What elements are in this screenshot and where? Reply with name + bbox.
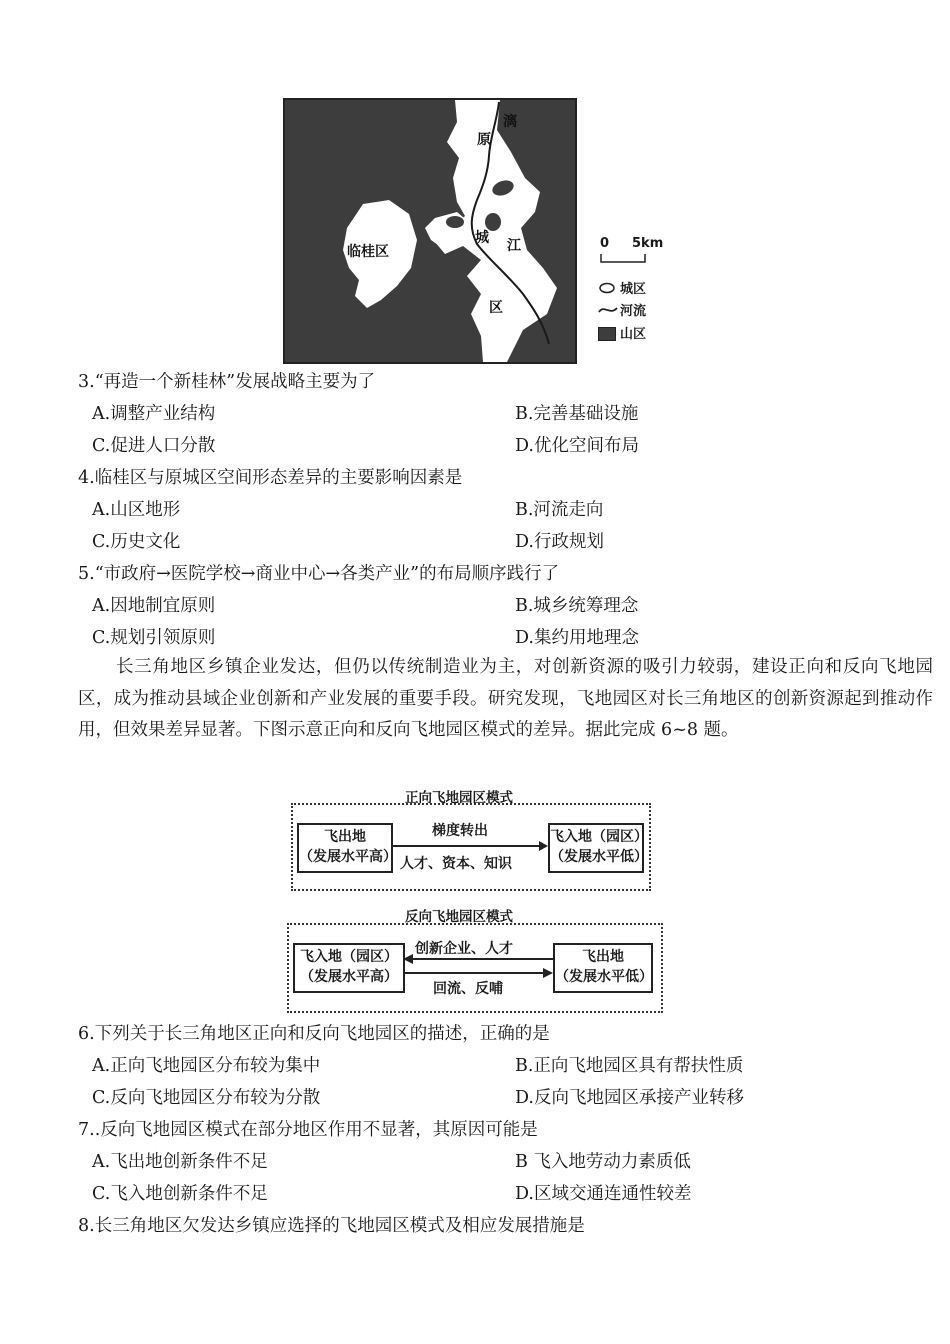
q4-option-d: D.行政规划 [515, 532, 604, 552]
mountain-spot [446, 216, 464, 228]
q6-stem: 6.下列关于长三角地区正向和反向飞地园区的描述，正确的是 [78, 1024, 550, 1044]
scale-km: 5km [632, 236, 664, 251]
map-drawing [285, 100, 575, 362]
q7-option-c: C.飞入地创新条件不足 [92, 1184, 268, 1204]
city-legend-icon [598, 282, 616, 294]
reverse-diagram-title: 反向飞地园区模式 [405, 909, 513, 925]
q5-option-a: A.因地制宜原则 [92, 596, 216, 616]
reverse-origin-node [553, 943, 653, 993]
q7-option-a: A.飞出地创新条件不足 [92, 1152, 268, 1172]
q5-option-b: B.城乡统筹理念 [515, 596, 639, 616]
legend-mountain-label: 山区 [620, 327, 647, 342]
reverse-origin-line2: （发展水平低） [555, 969, 653, 985]
q4-option-b: B.河流走向 [515, 500, 604, 520]
forward-destination-line2: （发展水平低） [550, 849, 648, 865]
map-label-jiang: 江 [507, 238, 521, 254]
q7-stem: 7..反向飞地园区模式在部分地区作用不显著，其原因可能是 [78, 1120, 538, 1140]
forward-origin-line1: 飞出地 [324, 829, 366, 845]
scale-zero: 0 [600, 236, 610, 251]
scale-bar [600, 254, 650, 264]
forward-destination-line1: 飞入地（园区） [550, 829, 648, 845]
q5-option-c: C.规划引领原则 [92, 628, 216, 648]
map-legend [590, 232, 700, 352]
forward-diagram-title: 正向飞地园区模式 [405, 790, 513, 806]
q6-option-b: B.正向飞地园区具有帮扶性质 [515, 1056, 744, 1076]
map-label-yuan: 原 [477, 132, 491, 148]
map-label-qu: 区 [489, 300, 503, 316]
forward-origin-line2: （发展水平高） [299, 849, 397, 865]
q7-option-d: D.区域交通连通性较差 [515, 1184, 692, 1204]
reverse-destination-node [293, 943, 405, 993]
forward-destination-node [548, 823, 648, 873]
reverse-destination-line2: （发展水平高） [300, 969, 398, 985]
q3-stem: 3.“再造一个新桂林”发展战略主要为了 [78, 372, 376, 392]
legend-river-label: 河流 [620, 304, 647, 319]
q7-option-b: B 飞入地劳动力素质低 [515, 1152, 691, 1172]
q4-option-c: C.历史文化 [92, 532, 181, 552]
reverse-origin-line1: 飞出地 [582, 949, 624, 965]
legend-city-label: 城区 [620, 282, 647, 297]
reverse-arrow-bottom-label: 回流、反哺 [433, 981, 503, 997]
passage-text: 长三角地区乡镇企业发达，但仍以传统制造业为主，对创新资源的吸引力较弱，建设正向和反向飞地园区，成为推动县域企业创新和产业发展的重要手段。研究发现，飞地园区对长三角地区的创新资源起到推动作用，但效果差异显著。下图示意正向和反向飞地园区模式的差异。据此完成 6~8 题。 [78, 657, 933, 740]
river-legend-icon [598, 304, 618, 316]
reverse-arrow-top-label: 创新企业、人才 [415, 941, 513, 957]
q4-stem: 4.临桂区与原城区空间形态差异的主要影响因素是 [78, 468, 463, 488]
q3-option-c: C.促进人口分散 [92, 436, 216, 456]
forward-arrow-bottom-label: 人才、资本、知识 [400, 856, 512, 872]
map-label-cheng: 城 [475, 230, 489, 246]
q3-option-b: B.完善基础设施 [515, 404, 639, 424]
map-label-lingui: 临桂区 [347, 244, 389, 260]
forward-arrow-top-label: 梯度转出 [432, 823, 488, 839]
q3-option-a: A.调整产业结构 [92, 404, 216, 424]
q5-stem: 5.“市政府→医院学校→商业中心→各类产业”的布局顺序践行了 [78, 564, 560, 584]
forward-origin-node [297, 823, 397, 873]
q8-stem: 8.长三角地区欠发达乡镇应选择的飞地园区模式及相应发展措施是 [78, 1216, 585, 1236]
q5-option-d: D.集约用地理念 [515, 628, 639, 648]
q6-option-d: D.反向飞地园区承接产业转移 [515, 1088, 744, 1108]
q4-option-a: A.山区地形 [92, 500, 181, 520]
map-label-li: 漓 [503, 114, 517, 130]
mountain-legend-icon [598, 327, 616, 341]
q6-option-c: C.反向飞地园区分布较为分散 [92, 1088, 321, 1108]
forward-arrow [393, 840, 548, 852]
mountain-spot [485, 213, 501, 231]
map-figure [283, 98, 577, 364]
q6-option-a: A.正向飞地园区分布较为集中 [92, 1056, 321, 1076]
q3-option-d: D.优化空间布局 [515, 436, 639, 456]
reverse-destination-line1: 飞入地（园区） [300, 949, 398, 965]
